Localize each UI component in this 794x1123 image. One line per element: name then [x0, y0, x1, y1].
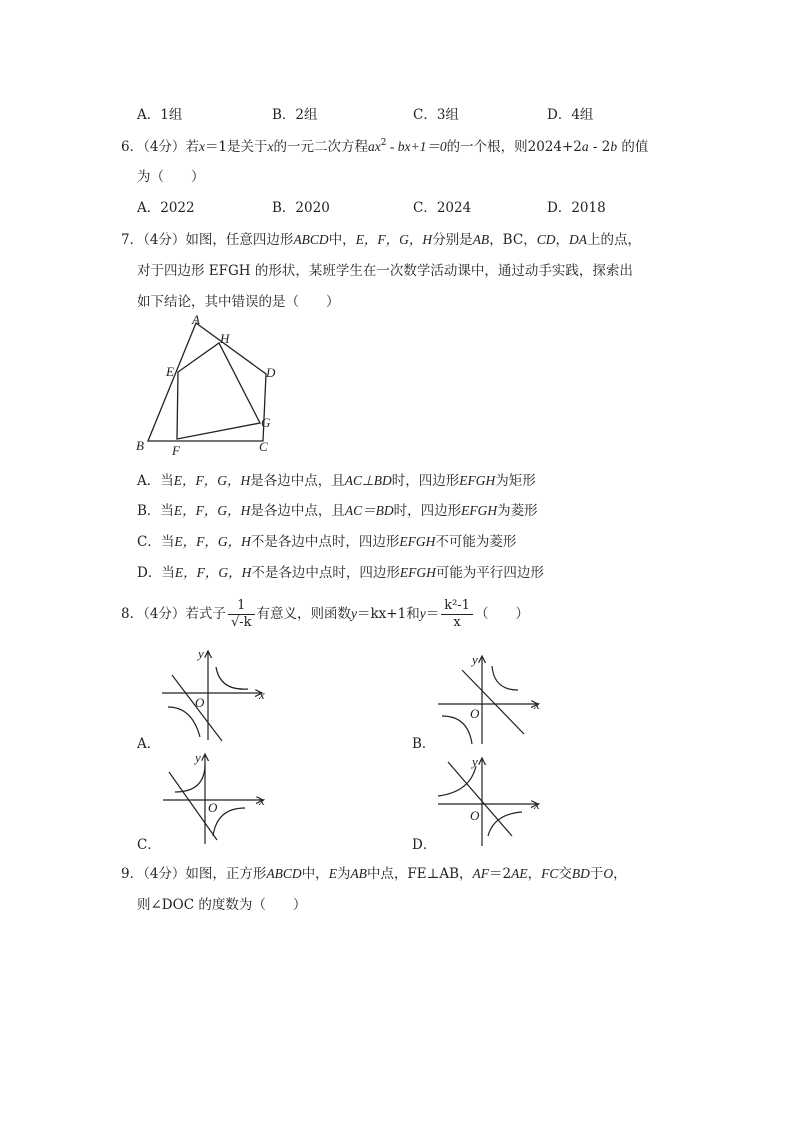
q7-var: E，F，G，H: [355, 232, 433, 247]
hyperbola-branch-2: [488, 812, 522, 836]
q8-text: ＝kx+1和: [357, 606, 420, 622]
q6-number: 6．: [121, 139, 144, 155]
q6-text: - 2: [588, 139, 611, 155]
q7-var: ABCD: [293, 232, 329, 247]
q9-var: FC: [541, 866, 559, 881]
q9-text: ，: [527, 866, 542, 882]
q8-fraction-1: [228, 598, 255, 631]
axis-y-label: y: [195, 750, 201, 765]
q8-option-d: D．: [412, 837, 437, 853]
origin-label: O: [208, 800, 218, 815]
q9-text: ，: [613, 866, 627, 882]
q9-var: AB: [350, 866, 367, 881]
q6-option-d: D．2018: [547, 200, 606, 216]
q6-exponent: 2: [380, 138, 387, 148]
q7-text: 是各边中点，且: [250, 473, 345, 489]
q5-option-b: B．2组: [272, 107, 318, 123]
q7-text: D．当: [137, 565, 175, 581]
q7-stem-line3: 如下结论，其中错误的是（ ）: [137, 294, 340, 310]
q7-text: 为菱形: [497, 503, 538, 519]
q7-var: E，F，G，H: [173, 503, 251, 518]
q8-text: ＝: [425, 606, 440, 622]
q6-text: 若: [185, 139, 199, 155]
q7-option-c: [137, 530, 516, 550]
q7-var: EFGH: [461, 503, 498, 518]
q6-option-b: B．2020: [272, 200, 330, 216]
q7-option-d: [137, 561, 544, 581]
label-d: D: [266, 365, 276, 380]
q7-var: AB: [472, 232, 490, 247]
hyperbola-branch-2: [168, 707, 200, 737]
q7-var: E，F，G，H: [174, 534, 251, 549]
q9-stem-line1: [121, 862, 627, 882]
axis-y-label: y: [472, 754, 478, 769]
hyperbola-branch-2: [442, 716, 472, 744]
q8-text: 有意义，则函数: [256, 606, 351, 622]
q9-var: BD: [571, 866, 590, 881]
q7-text: 是各边中点，且: [250, 503, 345, 519]
q7-text: 不是各边中点时，四边形: [251, 565, 400, 581]
hyperbola-branch-1: [438, 766, 476, 796]
origin-label: O: [470, 706, 480, 721]
q6-stem-line2: 为（ ）: [137, 169, 205, 185]
q6-text: 的一个根，则2024+2: [446, 139, 582, 155]
origin-label: O: [470, 808, 480, 823]
q8-option-a: A．: [137, 736, 161, 752]
axis-x-label: x: [259, 687, 265, 702]
q6-option-a: A．2022: [137, 200, 195, 216]
q9-var: O: [603, 866, 614, 881]
q6-var: b: [610, 139, 618, 154]
q6-score: （4分）: [143, 139, 186, 155]
label-b: B: [136, 438, 144, 453]
q7-text: ，: [555, 232, 569, 248]
q7-text: 为矩形: [495, 473, 536, 489]
q9-var: E: [328, 866, 337, 881]
q7-text: 时，四边形: [391, 473, 460, 489]
axis-y-label: y: [198, 646, 204, 661]
q8-stem: [121, 598, 529, 631]
q8-graph-a: [150, 645, 280, 745]
q9-var: ABCD: [266, 866, 302, 881]
q6-text: ＝1是关于: [204, 139, 268, 155]
q9-var: AF: [472, 866, 490, 881]
q7-stem-line2: 对于四边形 EFGH 的形状，某班学生在一次数学活动课中，通过动手实践，探索出: [137, 263, 633, 279]
axis-x-label: x: [259, 793, 265, 808]
q7-var: E，F，G，H: [174, 565, 252, 580]
q8-var: y: [419, 606, 426, 621]
q7-var: E，F，G，H: [173, 473, 251, 488]
q7-text: 分别是: [432, 232, 473, 248]
q8-frac-den: x: [441, 614, 473, 631]
q6-equation: - bx+1＝0: [386, 139, 447, 154]
q8-graph-b: [430, 650, 560, 750]
q6-var: x: [198, 139, 205, 154]
q9-text: 为: [336, 866, 351, 882]
label-h: H: [220, 331, 230, 346]
q9-stem-line2: 则∠DOC 的度数为（ ）: [137, 897, 307, 913]
q8-option-b: B．: [412, 736, 436, 752]
q7-var: CD: [536, 232, 556, 247]
q8-option-c: C．: [137, 837, 161, 853]
hyperbola-branch-1: [492, 666, 518, 690]
q5-option-d: D．4组: [547, 107, 594, 123]
q7-stem-line1: [121, 228, 641, 248]
q6-stem-line1: [121, 135, 648, 155]
q9-text: 中点，FE⊥AB，: [366, 866, 473, 882]
q7-text: C．当: [137, 534, 175, 550]
axis-x-label: x: [534, 797, 540, 812]
q5-option-c: C．3组: [413, 107, 459, 123]
q7-text: B．当: [137, 503, 174, 519]
q6-var: x: [267, 139, 274, 154]
q9-text: 中，: [301, 866, 329, 882]
q7-quadrilateral-figure: [130, 310, 290, 460]
q6-var: a: [581, 139, 589, 154]
label-e: E: [166, 364, 174, 379]
q9-text: 交: [558, 866, 572, 882]
q7-text: A．当: [137, 473, 174, 489]
label-f: F: [172, 443, 180, 458]
q7-var: AC⊥BD: [344, 473, 392, 488]
q7-text: 中，: [328, 232, 356, 248]
q9-text: ＝2: [489, 866, 512, 882]
q8-text: 8．（4分）若式子: [121, 606, 226, 622]
q7-var: DA: [568, 232, 587, 247]
q6-text: 的一元二次方程: [273, 139, 369, 155]
q7-text: 不是各边中点时，四边形: [250, 534, 400, 550]
q9-var: AE: [511, 866, 528, 881]
q8-frac-den: √-k: [228, 614, 255, 631]
q7-var: EFGH: [399, 565, 436, 580]
axis-y-label: y: [472, 652, 478, 667]
q7-text: 不可能为菱形: [435, 534, 517, 550]
quadrilateral-abcd: [148, 323, 266, 441]
origin-label: O: [195, 695, 205, 710]
q8-frac-num: k²-1: [444, 598, 470, 613]
q8-var: y: [351, 606, 357, 621]
hyperbola-branch-2: [213, 808, 245, 836]
q8-fraction-2: [441, 598, 473, 631]
q7-var: EFGH: [399, 534, 436, 549]
q9-text: 于: [589, 866, 604, 882]
line-graph: [448, 762, 512, 836]
quadrilateral-efgh: [177, 343, 260, 439]
q7-var: AC＝BD: [344, 503, 394, 518]
q7-option-a: [137, 469, 536, 489]
q7-text: 7．（4分）如图，任意四边形: [121, 232, 294, 248]
hyperbola-branch-1: [216, 667, 248, 689]
q8-text: （ ）: [474, 606, 529, 622]
line-graph: [462, 670, 524, 734]
axis-x-label: x: [534, 697, 540, 712]
q7-var: EFGH: [459, 473, 496, 488]
q7-text: ，BC，: [489, 232, 537, 248]
q5-option-a: A．1组: [137, 107, 183, 123]
q6-option-c: C．2024: [413, 200, 472, 216]
q7-text: 时，四边形: [393, 503, 462, 519]
q8-graph-c: [155, 750, 285, 850]
label-a: A: [192, 312, 200, 327]
q6-equation: ax: [368, 139, 381, 154]
q7-option-b: [137, 499, 538, 519]
q7-text: 上的点，: [586, 232, 641, 248]
q8-frac-num: 1: [237, 598, 246, 613]
label-c: C: [259, 439, 268, 454]
q9-text: 9．（4分）如图，正方形: [121, 866, 267, 882]
q7-text: 可能为平行四边形: [435, 565, 544, 581]
q6-text: 的值: [617, 139, 649, 155]
label-g: G: [261, 415, 271, 430]
q8-graph-d: [430, 752, 560, 852]
